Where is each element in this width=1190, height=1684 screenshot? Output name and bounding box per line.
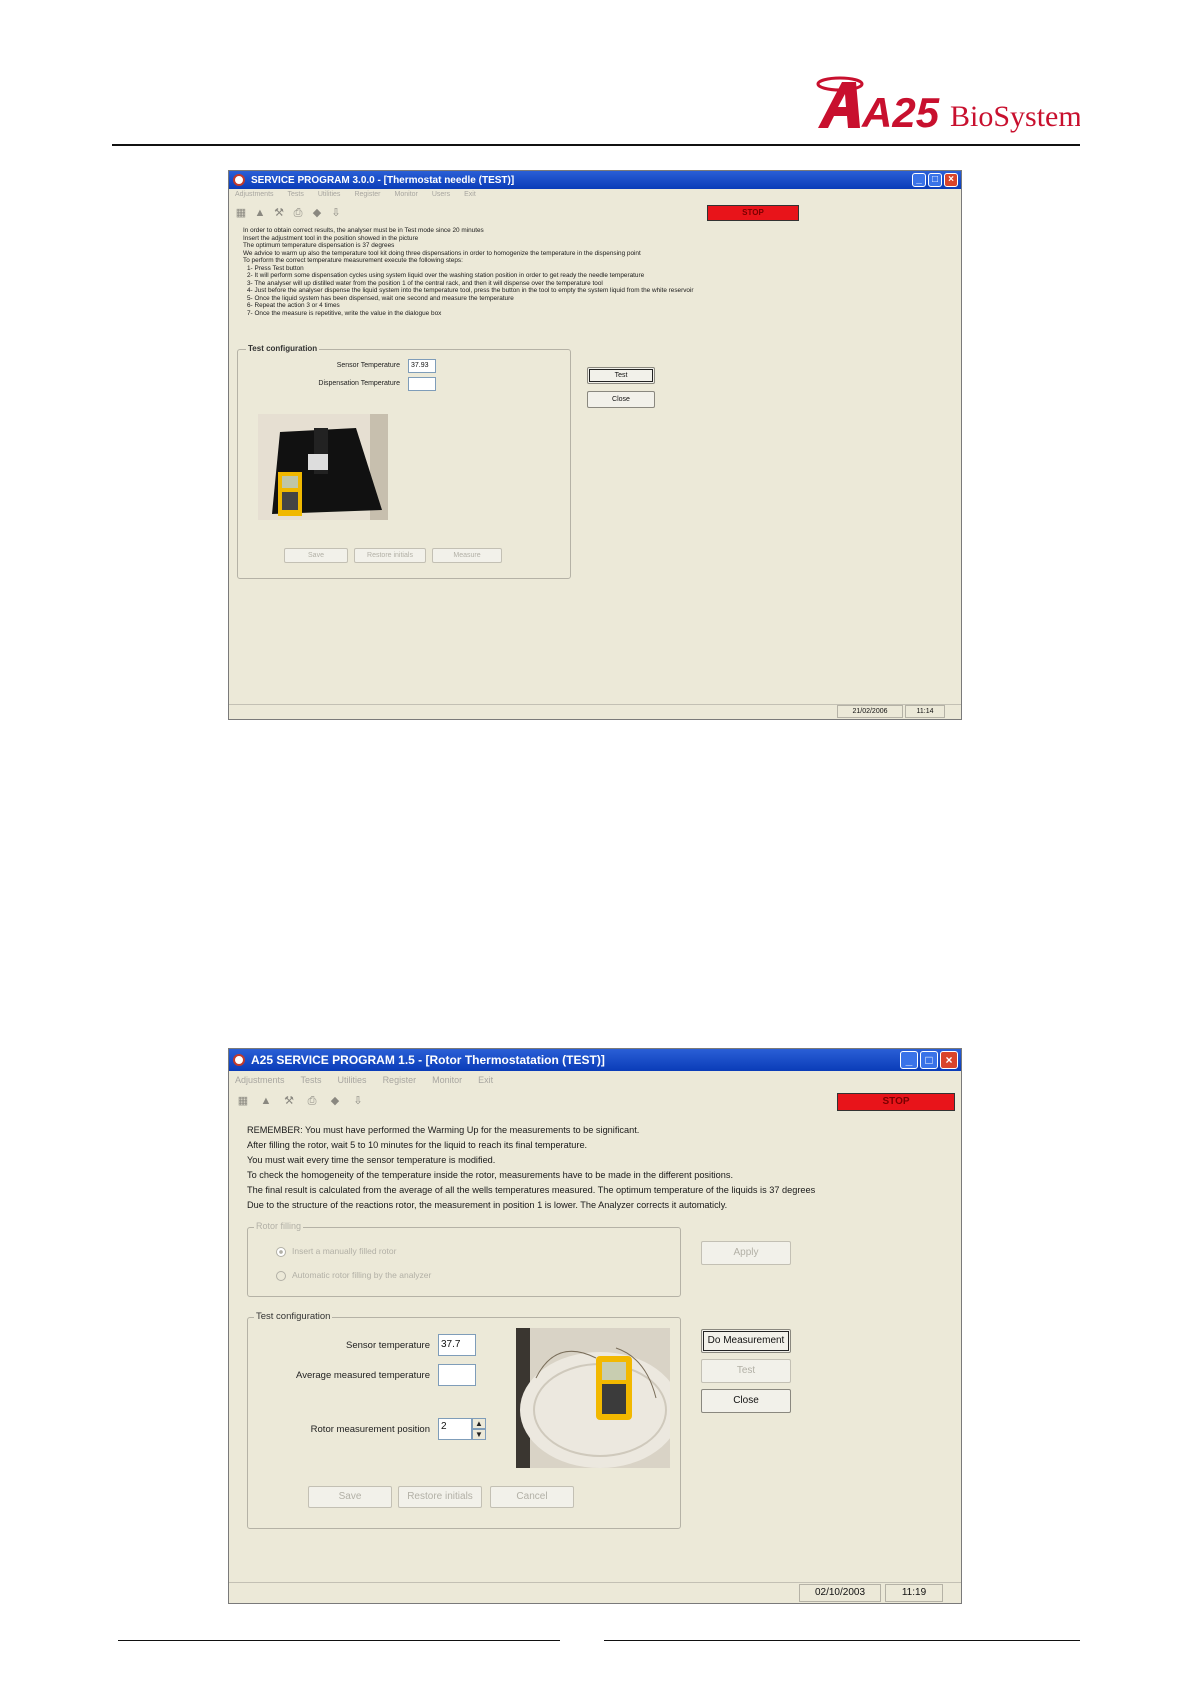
- sensor-temperature-label: Sensor temperature: [346, 1340, 430, 1351]
- instruction-line: Insert the adjustment tool in the position showed in the picture: [243, 234, 419, 242]
- pointer-icon[interactable]: ⇩: [353, 1095, 363, 1107]
- test-configuration-group: [247, 1311, 681, 1529]
- sensor-temperature-label: Sensor Temperature: [336, 362, 400, 369]
- menu-tests[interactable]: Tests: [287, 191, 304, 198]
- tag-icon[interactable]: ◆: [330, 1095, 340, 1107]
- save-button[interactable]: Save: [308, 1486, 392, 1508]
- menu-register[interactable]: Register: [354, 191, 381, 198]
- spin-up-icon[interactable]: ▲: [472, 1418, 486, 1429]
- minimize-button[interactable]: _: [912, 173, 926, 187]
- footer-rule-left: [118, 1640, 560, 1641]
- minimize-button[interactable]: _: [900, 1051, 918, 1069]
- chart-icon[interactable]: ▦: [237, 1095, 249, 1107]
- rotor-thermometer-photo: [516, 1328, 670, 1468]
- biosystems-logo: [800, 70, 1080, 140]
- group-title: Test configuration: [256, 1311, 331, 1322]
- average-temperature-label: Average measured temperature: [296, 1370, 430, 1381]
- group-title: Rotor filling: [256, 1221, 302, 1231]
- tag-icon[interactable]: ◆: [312, 207, 322, 219]
- lock-icon[interactable]: ▲: [254, 207, 266, 219]
- instruction-line: REMEMBER: You must have performed the Warming Up for the measurements to be significant.: [247, 1125, 640, 1135]
- maximize-button[interactable]: □: [928, 173, 942, 187]
- test-configuration-group: [237, 344, 571, 579]
- dispensation-temperature-field[interactable]: [408, 377, 436, 391]
- adjustment-tool-photo: [258, 414, 388, 520]
- window-title: A25 SERVICE PROGRAM 1.5 - [Rotor Thermostatation (TEST)]: [251, 1053, 605, 1067]
- cancel-button[interactable]: Cancel: [490, 1486, 574, 1508]
- instruction-step: 5- Once the liquid system has been dispensed, wait one second and measure the temperature: [247, 294, 514, 302]
- status-date: 02/10/2003: [799, 1584, 881, 1602]
- menu-monitor[interactable]: Monitor: [394, 191, 418, 198]
- instruction-step: 3- The analyser will up distilled water from the position 1 of the central rack, and then it will dispense over the temperature tool: [247, 279, 603, 287]
- tools-icon[interactable]: ⚒: [284, 1095, 294, 1107]
- sensor-temperature-field[interactable]: 37.93: [408, 359, 436, 373]
- dispensation-temperature-label: Dispensation Temperature: [318, 380, 400, 387]
- menu-users[interactable]: Users: [431, 191, 451, 198]
- window-title: SERVICE PROGRAM 3.0.0 - [Thermostat needle (TEST)]: [251, 174, 515, 186]
- test-button[interactable]: Test: [587, 367, 655, 384]
- window-rotor-thermostatation: [228, 1048, 962, 1604]
- pointer-icon[interactable]: ⇩: [331, 207, 341, 219]
- close-button[interactable]: Close: [701, 1389, 791, 1413]
- instructions: [247, 1123, 815, 1213]
- save-button[interactable]: Save: [284, 548, 348, 563]
- menu-bar: [229, 1075, 961, 1085]
- close-button[interactable]: Close: [587, 391, 655, 408]
- instruction-line: To perform the correct temperature measurement execute the following steps:: [243, 257, 463, 265]
- instruction-step: 7- Once the measure is repetitive, write the value in the dialogue box: [247, 310, 442, 318]
- do-measurement-button[interactable]: Do Measurement: [701, 1329, 791, 1353]
- radio-unselected-icon: [276, 1271, 286, 1281]
- chart-icon[interactable]: ▦: [235, 207, 247, 219]
- status-bar: [229, 704, 961, 719]
- footer-rule-right: [604, 1640, 1080, 1641]
- title-bar: [229, 1049, 961, 1071]
- instruction-step: 2- It will perform some dispensation cycles using system liquid over the washing station position in order to get ready the needle temperature: [247, 272, 645, 280]
- instruction-line: Due to the structure of the reactions rotor, the measurement in position 1 is lower. The Analyzer corrects it automaticly.: [247, 1200, 728, 1210]
- printer-icon[interactable]: ⎙: [293, 207, 303, 219]
- maximize-button[interactable]: □: [920, 1051, 938, 1069]
- menu-adjustments[interactable]: Adjustments: [235, 191, 274, 198]
- instruction-line: To check the homogeneity of the temperature inside the rotor, measurements have to be made in the different positions.: [247, 1170, 734, 1180]
- sensor-temperature-field[interactable]: 37.7: [438, 1334, 476, 1356]
- menu-tests[interactable]: Tests: [300, 1075, 322, 1085]
- menu-monitor[interactable]: Monitor: [432, 1075, 463, 1085]
- instruction-line: The optimum temperature dispensation is 37 degrees: [243, 242, 395, 250]
- instruction-line: You must wait every time the sensor temperature is modified.: [247, 1155, 496, 1165]
- radio-selected-icon: [276, 1247, 286, 1257]
- app-icon: [233, 174, 245, 186]
- stop-button[interactable]: STOP: [837, 1093, 955, 1111]
- radio-manual-label: Insert a manually filled rotor: [292, 1246, 397, 1256]
- menu-adjustments[interactable]: Adjustments: [235, 1075, 285, 1085]
- menu-utilities[interactable]: Utilities: [337, 1075, 367, 1085]
- toolbar: [233, 205, 344, 221]
- close-window-button[interactable]: ×: [940, 1051, 958, 1069]
- tools-icon[interactable]: ⚒: [274, 207, 284, 219]
- menu-register[interactable]: Register: [382, 1075, 417, 1085]
- instruction-line: In order to obtain correct results, the analyser must be in Test mode since 20 minutes: [243, 227, 484, 234]
- status-time: 11:19: [885, 1584, 943, 1602]
- spin-down-icon[interactable]: ▼: [472, 1429, 486, 1440]
- menu-bar: [229, 191, 961, 198]
- rotor-filling-group: [247, 1221, 681, 1297]
- menu-utilities[interactable]: Utilities: [317, 191, 341, 198]
- title-bar: [229, 171, 961, 189]
- status-bar: [229, 1582, 961, 1603]
- status-time: 11:14: [905, 705, 945, 718]
- rotor-position-label: Rotor measurement position: [310, 1424, 430, 1435]
- close-window-button[interactable]: ×: [944, 173, 958, 187]
- instructions: [243, 227, 694, 318]
- restore-initials-button[interactable]: Restore initials: [354, 548, 426, 563]
- instruction-line: The final result is calculated from the average of all the wells temperatures measured. The optimum temperature of the liquids is 37 degrees: [247, 1185, 816, 1195]
- radio-manual-rotor[interactable]: [276, 1246, 396, 1257]
- stop-button[interactable]: STOP: [707, 205, 799, 221]
- radio-auto-label: Automatic rotor filling by the analyzer: [292, 1270, 432, 1280]
- brand-name: BioSystems: [950, 100, 1080, 133]
- measure-button[interactable]: Measure: [432, 548, 502, 563]
- toolbar: [233, 1093, 368, 1109]
- lock-icon[interactable]: ▲: [260, 1095, 272, 1107]
- instruction-step: 4- Just before the analyser dispense the liquid system into the temperature tool, press the button in the tool to empty the system liquid from the white reservoir: [247, 287, 694, 295]
- apply-button[interactable]: Apply: [701, 1241, 791, 1265]
- restore-initials-button[interactable]: Restore initials: [398, 1486, 482, 1508]
- average-temperature-field[interactable]: [438, 1364, 476, 1386]
- radio-automatic-rotor[interactable]: [276, 1270, 431, 1281]
- instruction-step: 6- Repeat the action 3 or 4 times: [247, 302, 340, 310]
- group-title: Test configuration: [248, 344, 318, 353]
- header-rule: [112, 144, 1080, 146]
- instruction-line: We advice to warm up also the temperature tool kit doing three dispensations in order to homogenize the temperature in the dispensing point: [243, 249, 641, 257]
- menu-exit[interactable]: Exit: [478, 1075, 494, 1085]
- app-icon: [233, 1054, 245, 1066]
- brand-number: A25: [862, 89, 940, 136]
- instruction-line: After filling the rotor, wait 5 to 10 minutes for the liquid to reach its final temperature.: [247, 1140, 588, 1150]
- printer-icon[interactable]: ⎙: [307, 1095, 317, 1107]
- test-button[interactable]: Test: [701, 1359, 791, 1383]
- instruction-step: 1- Press Test button: [247, 264, 304, 272]
- status-date: 21/02/2006: [837, 705, 903, 718]
- window-thermostat-needle: [228, 170, 962, 720]
- menu-exit[interactable]: Exit: [464, 191, 476, 198]
- rotor-position-field[interactable]: 2: [438, 1418, 472, 1440]
